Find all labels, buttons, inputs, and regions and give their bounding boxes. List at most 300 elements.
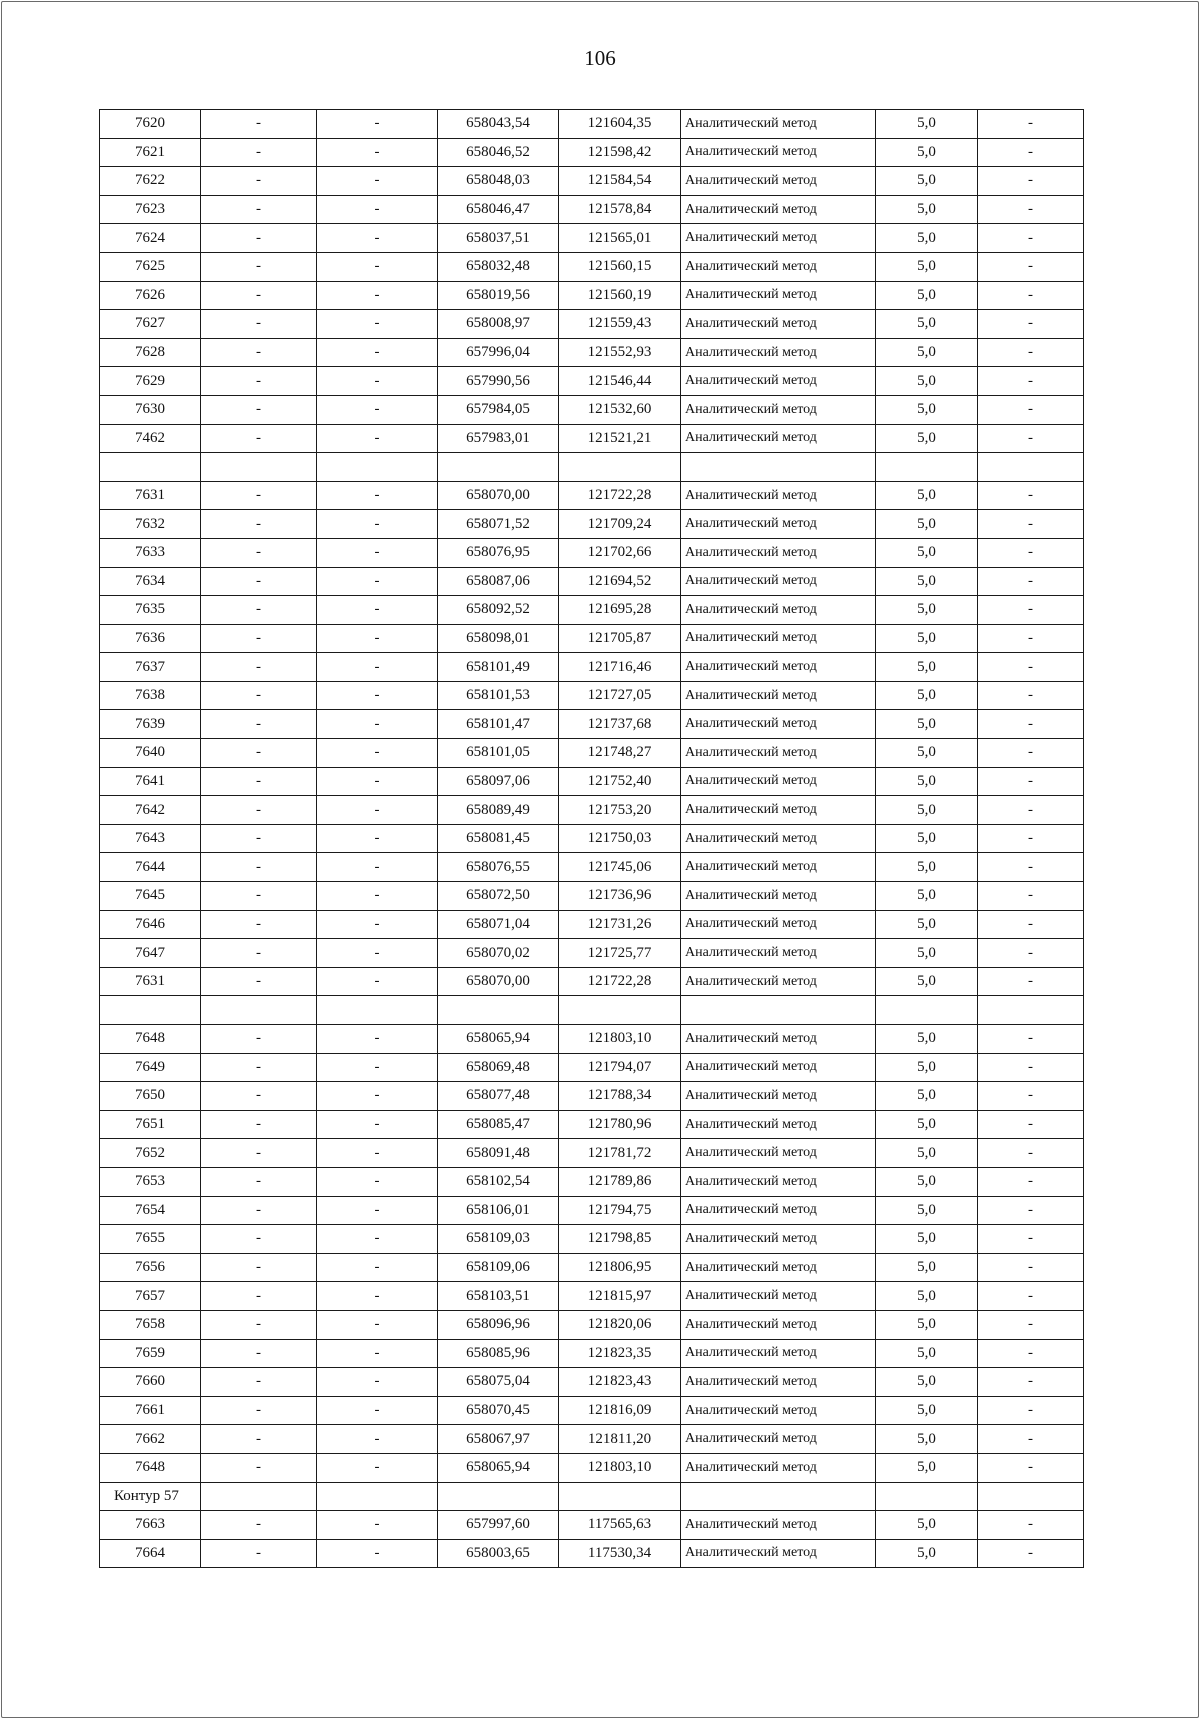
col-8-cell: - [978, 538, 1084, 567]
method-cell: Аналитический метод [681, 224, 876, 253]
col-2-cell: - [201, 882, 317, 911]
col-8-cell: - [978, 281, 1084, 310]
col-8-cell: - [978, 1310, 1084, 1339]
table-row [100, 224, 1084, 253]
table-row [100, 1539, 1084, 1568]
accuracy-cell: 5,0 [876, 681, 978, 710]
method-cell: Аналитический метод [681, 367, 876, 396]
x-coordinate-cell: 658065,94 [438, 1025, 559, 1054]
method-cell: Аналитический метод [681, 481, 876, 510]
col-8-cell: - [978, 1196, 1084, 1225]
x-coordinate-cell [438, 996, 559, 1025]
x-coordinate-cell: 658067,97 [438, 1425, 559, 1454]
point-number-cell: 7630 [100, 395, 201, 424]
method-cell: Аналитический метод [681, 1196, 876, 1225]
point-number-cell: 7656 [100, 1253, 201, 1282]
col-8-cell: - [978, 767, 1084, 796]
col-3-cell: - [317, 510, 438, 539]
col-2-cell: - [201, 739, 317, 768]
accuracy-cell: 5,0 [876, 853, 978, 882]
col-2-cell: - [201, 1425, 317, 1454]
col-2-cell: - [201, 967, 317, 996]
table-row [100, 967, 1084, 996]
y-coordinate-cell: 121794,07 [559, 1053, 681, 1082]
x-coordinate-cell: 658109,06 [438, 1253, 559, 1282]
col-3-cell: - [317, 110, 438, 139]
method-cell: Аналитический метод [681, 1025, 876, 1054]
y-coordinate-cell: 121725,77 [559, 939, 681, 968]
point-number-cell: 7663 [100, 1511, 201, 1540]
point-number-cell: 7660 [100, 1368, 201, 1397]
method-cell: Аналитический метод [681, 138, 876, 167]
method-cell: Аналитический метод [681, 739, 876, 768]
point-number-cell: 7655 [100, 1225, 201, 1254]
point-number-cell: 7631 [100, 481, 201, 510]
x-coordinate-cell: 658101,53 [438, 681, 559, 710]
table-row [100, 767, 1084, 796]
accuracy-cell: 5,0 [876, 1368, 978, 1397]
method-cell: Аналитический метод [681, 681, 876, 710]
method-cell: Аналитический метод [681, 910, 876, 939]
col-8-cell [978, 1482, 1084, 1511]
point-number-cell: 7633 [100, 538, 201, 567]
point-number-cell: 7662 [100, 1425, 201, 1454]
point-number-cell: 7648 [100, 1453, 201, 1482]
col-2-cell: - [201, 853, 317, 882]
table-row [100, 1025, 1084, 1054]
point-number-cell: 7659 [100, 1339, 201, 1368]
y-coordinate-cell: 121816,09 [559, 1396, 681, 1425]
col-8-cell: - [978, 110, 1084, 139]
point-number-cell: 7622 [100, 167, 201, 196]
point-number-cell: 7626 [100, 281, 201, 310]
y-coordinate-cell: 121815,97 [559, 1282, 681, 1311]
point-number-cell: 7623 [100, 195, 201, 224]
y-coordinate-cell: 117565,63 [559, 1511, 681, 1540]
col-2-cell [201, 1482, 317, 1511]
col-3-cell: - [317, 910, 438, 939]
col-8-cell: - [978, 882, 1084, 911]
x-coordinate-cell: 657983,01 [438, 424, 559, 453]
accuracy-cell: 5,0 [876, 967, 978, 996]
col-8-cell: - [978, 1082, 1084, 1111]
col-3-cell: - [317, 338, 438, 367]
col-2-cell [201, 996, 317, 1025]
accuracy-cell: 5,0 [876, 624, 978, 653]
col-8-cell: - [978, 1053, 1084, 1082]
accuracy-cell: 5,0 [876, 767, 978, 796]
y-coordinate-cell: 121521,21 [559, 424, 681, 453]
col-2-cell: - [201, 1253, 317, 1282]
y-coordinate-cell: 121727,05 [559, 681, 681, 710]
x-coordinate-cell: 658070,00 [438, 967, 559, 996]
y-coordinate-cell: 121552,93 [559, 338, 681, 367]
accuracy-cell: 5,0 [876, 1225, 978, 1254]
col-3-cell: - [317, 853, 438, 882]
accuracy-cell [876, 996, 978, 1025]
point-number-cell: 7624 [100, 224, 201, 253]
col-2-cell [201, 453, 317, 482]
col-3-cell: - [317, 1110, 438, 1139]
col-3-cell: - [317, 1396, 438, 1425]
table-row [100, 853, 1084, 882]
col-2-cell: - [201, 1139, 317, 1168]
method-cell: Аналитический метод [681, 338, 876, 367]
y-coordinate-cell: 117530,34 [559, 1539, 681, 1568]
col-2-cell: - [201, 1368, 317, 1397]
accuracy-cell: 5,0 [876, 824, 978, 853]
y-coordinate-cell: 121788,34 [559, 1082, 681, 1111]
y-coordinate-cell: 121803,10 [559, 1025, 681, 1054]
method-cell [681, 453, 876, 482]
point-number-cell: 7640 [100, 739, 201, 768]
y-coordinate-cell: 121752,40 [559, 767, 681, 796]
point-number-cell: 7658 [100, 1310, 201, 1339]
col-3-cell: - [317, 567, 438, 596]
accuracy-cell: 5,0 [876, 1025, 978, 1054]
col-8-cell: - [978, 710, 1084, 739]
y-coordinate-cell: 121780,96 [559, 1110, 681, 1139]
col-3-cell: - [317, 424, 438, 453]
x-coordinate-cell: 658076,55 [438, 853, 559, 882]
y-coordinate-cell: 121532,60 [559, 395, 681, 424]
y-coordinate-cell: 121694,52 [559, 567, 681, 596]
accuracy-cell: 5,0 [876, 1282, 978, 1311]
method-cell: Аналитический метод [681, 1511, 876, 1540]
x-coordinate-cell: 658087,06 [438, 567, 559, 596]
col-8-cell [978, 996, 1084, 1025]
accuracy-cell: 5,0 [876, 310, 978, 339]
col-3-cell: - [317, 596, 438, 625]
col-8-cell: - [978, 596, 1084, 625]
accuracy-cell: 5,0 [876, 110, 978, 139]
method-cell: Аналитический метод [681, 653, 876, 682]
accuracy-cell: 5,0 [876, 796, 978, 825]
col-2-cell: - [201, 1225, 317, 1254]
y-coordinate-cell: 121823,35 [559, 1339, 681, 1368]
col-2-cell: - [201, 653, 317, 682]
method-cell: Аналитический метод [681, 882, 876, 911]
col-8-cell: - [978, 367, 1084, 396]
col-2-cell: - [201, 910, 317, 939]
x-coordinate-cell: 658046,47 [438, 195, 559, 224]
col-8-cell: - [978, 1110, 1084, 1139]
method-cell: Аналитический метод [681, 1139, 876, 1168]
table-row [100, 796, 1084, 825]
y-coordinate-cell: 121789,86 [559, 1167, 681, 1196]
table-row [100, 1425, 1084, 1454]
accuracy-cell: 5,0 [876, 596, 978, 625]
x-coordinate-cell: 658003,65 [438, 1539, 559, 1568]
table-row [100, 453, 1084, 482]
y-coordinate-cell: 121705,87 [559, 624, 681, 653]
y-coordinate-cell: 121722,28 [559, 481, 681, 510]
accuracy-cell: 5,0 [876, 395, 978, 424]
x-coordinate-cell [438, 1482, 559, 1511]
method-cell: Аналитический метод [681, 1339, 876, 1368]
accuracy-cell: 5,0 [876, 1511, 978, 1540]
accuracy-cell: 5,0 [876, 1253, 978, 1282]
y-coordinate-cell: 121753,20 [559, 796, 681, 825]
method-cell: Аналитический метод [681, 510, 876, 539]
y-coordinate-cell: 121798,85 [559, 1225, 681, 1254]
col-8-cell: - [978, 138, 1084, 167]
accuracy-cell: 5,0 [876, 1167, 978, 1196]
table-row [100, 1225, 1084, 1254]
x-coordinate-cell: 658077,48 [438, 1082, 559, 1111]
accuracy-cell: 5,0 [876, 195, 978, 224]
table-row [100, 252, 1084, 281]
x-coordinate-cell: 658081,45 [438, 824, 559, 853]
col-8-cell: - [978, 252, 1084, 281]
col-2-cell: - [201, 1082, 317, 1111]
col-8-cell: - [978, 1425, 1084, 1454]
col-3-cell: - [317, 681, 438, 710]
table-row [100, 1082, 1084, 1111]
col-8-cell: - [978, 824, 1084, 853]
col-3-cell: - [317, 710, 438, 739]
x-coordinate-cell: 658103,51 [438, 1282, 559, 1311]
accuracy-cell: 5,0 [876, 1339, 978, 1368]
point-number-cell: 7462 [100, 424, 201, 453]
col-8-cell: - [978, 1167, 1084, 1196]
accuracy-cell: 5,0 [876, 882, 978, 911]
table-row [100, 1253, 1084, 1282]
col-3-cell: - [317, 1425, 438, 1454]
x-coordinate-cell: 658008,97 [438, 310, 559, 339]
y-coordinate-cell: 121737,68 [559, 710, 681, 739]
col-3-cell [317, 453, 438, 482]
y-coordinate-cell: 121731,26 [559, 910, 681, 939]
x-coordinate-cell: 658043,54 [438, 110, 559, 139]
col-8-cell [978, 453, 1084, 482]
col-3-cell: - [317, 739, 438, 768]
y-coordinate-cell: 121745,06 [559, 853, 681, 882]
col-3-cell: - [317, 1253, 438, 1282]
table-row [100, 996, 1084, 1025]
col-3-cell: - [317, 167, 438, 196]
col-3-cell: - [317, 767, 438, 796]
col-8-cell: - [978, 1339, 1084, 1368]
col-8-cell: - [978, 1539, 1084, 1568]
accuracy-cell: 5,0 [876, 338, 978, 367]
coordinates-table-body [100, 110, 1084, 1568]
col-3-cell: - [317, 281, 438, 310]
point-number-cell: 7646 [100, 910, 201, 939]
col-8-cell: - [978, 939, 1084, 968]
point-number-cell: 7652 [100, 1139, 201, 1168]
method-cell: Аналитический метод [681, 1453, 876, 1482]
accuracy-cell: 5,0 [876, 424, 978, 453]
table-row [100, 1196, 1084, 1225]
x-coordinate-cell: 658089,49 [438, 796, 559, 825]
table-row [100, 281, 1084, 310]
accuracy-cell: 5,0 [876, 1139, 978, 1168]
col-2-cell: - [201, 1025, 317, 1054]
col-3-cell: - [317, 1310, 438, 1339]
col-3-cell: - [317, 967, 438, 996]
x-coordinate-cell: 657990,56 [438, 367, 559, 396]
accuracy-cell: 5,0 [876, 1053, 978, 1082]
col-2-cell: - [201, 510, 317, 539]
method-cell: Аналитический метод [681, 1368, 876, 1397]
col-3-cell: - [317, 624, 438, 653]
col-3-cell: - [317, 224, 438, 253]
x-coordinate-cell: 658091,48 [438, 1139, 559, 1168]
point-number-cell: 7651 [100, 1110, 201, 1139]
col-8-cell: - [978, 338, 1084, 367]
y-coordinate-cell: 121750,03 [559, 824, 681, 853]
point-number-cell: 7641 [100, 767, 201, 796]
col-2-cell: - [201, 538, 317, 567]
point-number-cell: 7643 [100, 824, 201, 853]
y-coordinate-cell: 121604,35 [559, 110, 681, 139]
point-number-cell: 7642 [100, 796, 201, 825]
method-cell: Аналитический метод [681, 1396, 876, 1425]
table-row [100, 710, 1084, 739]
col-8-cell: - [978, 424, 1084, 453]
x-coordinate-cell: 658071,04 [438, 910, 559, 939]
col-8-cell: - [978, 796, 1084, 825]
accuracy-cell: 5,0 [876, 252, 978, 281]
x-coordinate-cell: 658092,52 [438, 596, 559, 625]
x-coordinate-cell: 658037,51 [438, 224, 559, 253]
table-row [100, 110, 1084, 139]
table-row [100, 138, 1084, 167]
col-8-cell: - [978, 224, 1084, 253]
x-coordinate-cell: 658096,96 [438, 1310, 559, 1339]
col-2-cell: - [201, 110, 317, 139]
point-number-cell [100, 453, 201, 482]
table-row [100, 1511, 1084, 1540]
accuracy-cell: 5,0 [876, 1425, 978, 1454]
col-8-cell: - [978, 481, 1084, 510]
col-8-cell: - [978, 195, 1084, 224]
col-3-cell: - [317, 395, 438, 424]
col-3-cell: - [317, 939, 438, 968]
y-coordinate-cell [559, 1482, 681, 1511]
x-coordinate-cell: 658065,94 [438, 1453, 559, 1482]
method-cell: Аналитический метод [681, 767, 876, 796]
col-3-cell: - [317, 653, 438, 682]
col-3-cell: - [317, 1339, 438, 1368]
col-3-cell: - [317, 1196, 438, 1225]
y-coordinate-cell: 121736,96 [559, 882, 681, 911]
y-coordinate-cell: 121546,44 [559, 367, 681, 396]
col-8-cell: - [978, 1139, 1084, 1168]
accuracy-cell: 5,0 [876, 653, 978, 682]
x-coordinate-cell: 658102,54 [438, 1167, 559, 1196]
col-8-cell: - [978, 510, 1084, 539]
col-2-cell: - [201, 1453, 317, 1482]
method-cell: Аналитический метод [681, 967, 876, 996]
point-number-cell: 7631 [100, 967, 201, 996]
point-number-cell: 7638 [100, 681, 201, 710]
col-2-cell: - [201, 338, 317, 367]
table-row [100, 1453, 1084, 1482]
col-2-cell: - [201, 767, 317, 796]
point-number-cell: 7625 [100, 252, 201, 281]
x-coordinate-cell: 657984,05 [438, 395, 559, 424]
col-2-cell: - [201, 281, 317, 310]
accuracy-cell: 5,0 [876, 281, 978, 310]
col-3-cell: - [317, 1139, 438, 1168]
x-coordinate-cell: 658019,56 [438, 281, 559, 310]
accuracy-cell: 5,0 [876, 481, 978, 510]
point-number-cell: 7632 [100, 510, 201, 539]
x-coordinate-cell: 658070,45 [438, 1396, 559, 1425]
col-2-cell: - [201, 596, 317, 625]
col-8-cell: - [978, 681, 1084, 710]
page-number: 106 [584, 46, 616, 70]
point-number-cell: 7627 [100, 310, 201, 339]
point-number-cell: 7637 [100, 653, 201, 682]
method-cell [681, 1482, 876, 1511]
point-number-cell [100, 996, 201, 1025]
col-3-cell: - [317, 310, 438, 339]
y-coordinate-cell: 121781,72 [559, 1139, 681, 1168]
col-3-cell [317, 1482, 438, 1511]
col-2-cell: - [201, 1310, 317, 1339]
x-coordinate-cell: 658101,47 [438, 710, 559, 739]
col-2-cell: - [201, 1196, 317, 1225]
x-coordinate-cell [438, 453, 559, 482]
col-8-cell: - [978, 1253, 1084, 1282]
point-number-cell: 7648 [100, 1025, 201, 1054]
point-number-cell: 7644 [100, 853, 201, 882]
col-8-cell: - [978, 1025, 1084, 1054]
method-cell: Аналитический метод [681, 1253, 876, 1282]
col-3-cell [317, 996, 438, 1025]
method-cell: Аналитический метод [681, 567, 876, 596]
col-2-cell: - [201, 1339, 317, 1368]
table-row [100, 424, 1084, 453]
point-number-cell: 7629 [100, 367, 201, 396]
point-number-cell: 7657 [100, 1282, 201, 1311]
col-2-cell: - [201, 1396, 317, 1425]
table-row [100, 538, 1084, 567]
method-cell: Аналитический метод [681, 624, 876, 653]
col-8-cell: - [978, 739, 1084, 768]
table-row [100, 1053, 1084, 1082]
method-cell: Аналитический метод [681, 252, 876, 281]
col-2-cell: - [201, 796, 317, 825]
table-row [100, 1310, 1084, 1339]
method-cell: Аналитический метод [681, 167, 876, 196]
col-3-cell: - [317, 824, 438, 853]
table-row [100, 481, 1084, 510]
y-coordinate-cell: 121716,46 [559, 653, 681, 682]
table-row [100, 1282, 1084, 1311]
y-coordinate-cell: 121748,27 [559, 739, 681, 768]
col-2-cell: - [201, 195, 317, 224]
x-coordinate-cell: 658046,52 [438, 138, 559, 167]
col-3-cell: - [317, 796, 438, 825]
x-coordinate-cell: 658075,04 [438, 1368, 559, 1397]
method-cell: Аналитический метод [681, 195, 876, 224]
method-cell: Аналитический метод [681, 853, 876, 882]
col-3-cell: - [317, 882, 438, 911]
col-2-cell: - [201, 367, 317, 396]
accuracy-cell: 5,0 [876, 167, 978, 196]
col-2-cell: - [201, 624, 317, 653]
col-3-cell: - [317, 138, 438, 167]
table-row [100, 824, 1084, 853]
col-2-cell: - [201, 252, 317, 281]
col-2-cell: - [201, 138, 317, 167]
x-coordinate-cell: 658109,03 [438, 1225, 559, 1254]
col-2-cell: - [201, 710, 317, 739]
